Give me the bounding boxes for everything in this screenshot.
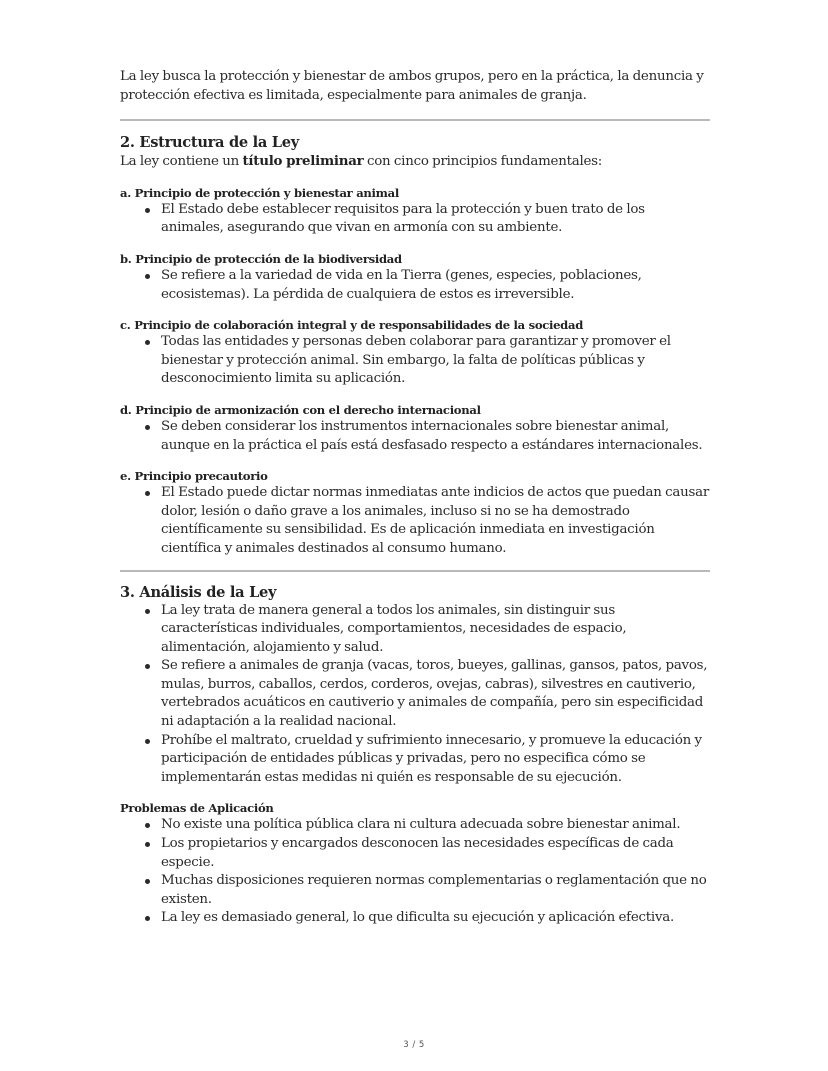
analysis-list <box>120 602 710 788</box>
section2-lead: La ley contiene un título preliminar con cinco principios fundamentales: <box>120 153 603 170</box>
list-item: Se deben considerar los instrumentos internacionales sobre bienestar animal, aunque en la práctica el país está desfasado respecto a estándares internacionales. <box>120 418 710 455</box>
bullet-icon <box>145 208 150 213</box>
intro-paragraph: La ley busca la protección y bienestar de ambos grupos, pero en la práctica, la denuncia y protección efectiva es limitada, especialmente para animales de granja. <box>120 69 704 103</box>
section-heading-estructura: 2. Estructura de la Ley <box>120 134 299 152</box>
bullet-icon <box>145 664 150 669</box>
bullet-icon <box>145 609 150 614</box>
principle-heading-e: e. Principio precautorio <box>120 469 268 484</box>
list-item: El Estado debe establecer requisitos para la protección y buen trato de los animales, asegurando que vivan en armonía con su ambiente. <box>120 201 710 238</box>
bullet-icon <box>145 916 150 921</box>
bullet-icon <box>145 842 150 847</box>
list-item: Prohíbe el maltrato, crueldad y sufrimiento innecesario, y promueve la educación y participación de entidades públicas y privadas, pero no especifica cómo se implementarán estas medidas ni quién es responsable de su ejecución. <box>120 732 710 788</box>
principle-heading-d: d. Principio de armonización con el derecho internacional <box>120 402 481 417</box>
problems-list <box>120 816 710 928</box>
principle-c-list <box>120 333 710 389</box>
list-item: No existe una política pública clara ni cultura adecuada sobre bienestar animal. <box>120 816 710 835</box>
list-item: Se refiere a la variedad de vida en la Tierra (genes, especies, poblaciones, ecosistemas). La pérdida de cualquiera de estos es irreversible. <box>120 267 710 304</box>
list-item: La ley es demasiado general, lo que dificulta su ejecución y aplicación efectiva. <box>120 909 710 928</box>
problems-heading: Problemas de Aplicación <box>120 801 274 816</box>
list-item: Los propietarios y encargados desconocen las necesidades específicas de cada especie. <box>120 835 710 872</box>
page-number: 3 / 5 <box>403 1040 425 1050</box>
bullet-icon <box>145 739 150 744</box>
section-heading-analisis: 3. Análisis de la Ley <box>120 583 277 601</box>
bold-term: título preliminar <box>242 153 364 170</box>
bullet-icon <box>145 823 150 828</box>
bullet-icon <box>145 340 150 345</box>
principle-heading-c: c. Principio de colaboración integral y de responsabilidades de la sociedad <box>120 318 584 333</box>
list-item: Muchas disposiciones requieren normas complementarias o reglamentación que no existen. <box>120 872 710 909</box>
bullet-icon <box>145 274 150 279</box>
list-item: La ley trata de manera general a todos los animales, sin distinguir sus características individuales, comportamientos, necesidades de espacio, alimentación, alojamiento y salud. <box>120 602 710 658</box>
principle-d-list <box>120 418 710 455</box>
list-item: Todas las entidades y personas deben colaborar para garantizar y promover el bienestar y protección animal. Sin embargo, la falta de políticas públicas y desconocimiento limita su aplicación. <box>120 333 710 389</box>
principle-e-list <box>120 484 710 558</box>
principle-a-list <box>120 201 710 238</box>
principle-b-list <box>120 267 710 304</box>
list-item: Se refiere a animales de granja (vacas, toros, bueyes, gallinas, gansos, patos, pavos, mulas, burros, caballos, cerdos, corderos, ovejas, cabras), silvestres en cautiverio, vertebrados acuáticos en cautiverio y animales de compañía, pero sin especificidad ni adaptación a la realidad nacional. <box>120 657 710 731</box>
bullet-icon <box>145 879 150 884</box>
principle-heading-b: b. Principio de protección de la biodiversidad <box>120 251 402 266</box>
document-page <box>120 68 710 928</box>
bullet-icon <box>145 425 150 430</box>
list-item: El Estado puede dictar normas inmediatas ante indicios de actos que puedan causar dolor, lesión o daño grave a los animales, incluso si no se ha demostrado científicamente su sensibilidad. Es de aplicación inmediata en investigación científica y animales destinados al consumo humano. <box>120 484 710 558</box>
principle-heading-a: a. Principio de protección y bienestar animal <box>120 185 399 200</box>
bullet-icon <box>145 491 150 496</box>
